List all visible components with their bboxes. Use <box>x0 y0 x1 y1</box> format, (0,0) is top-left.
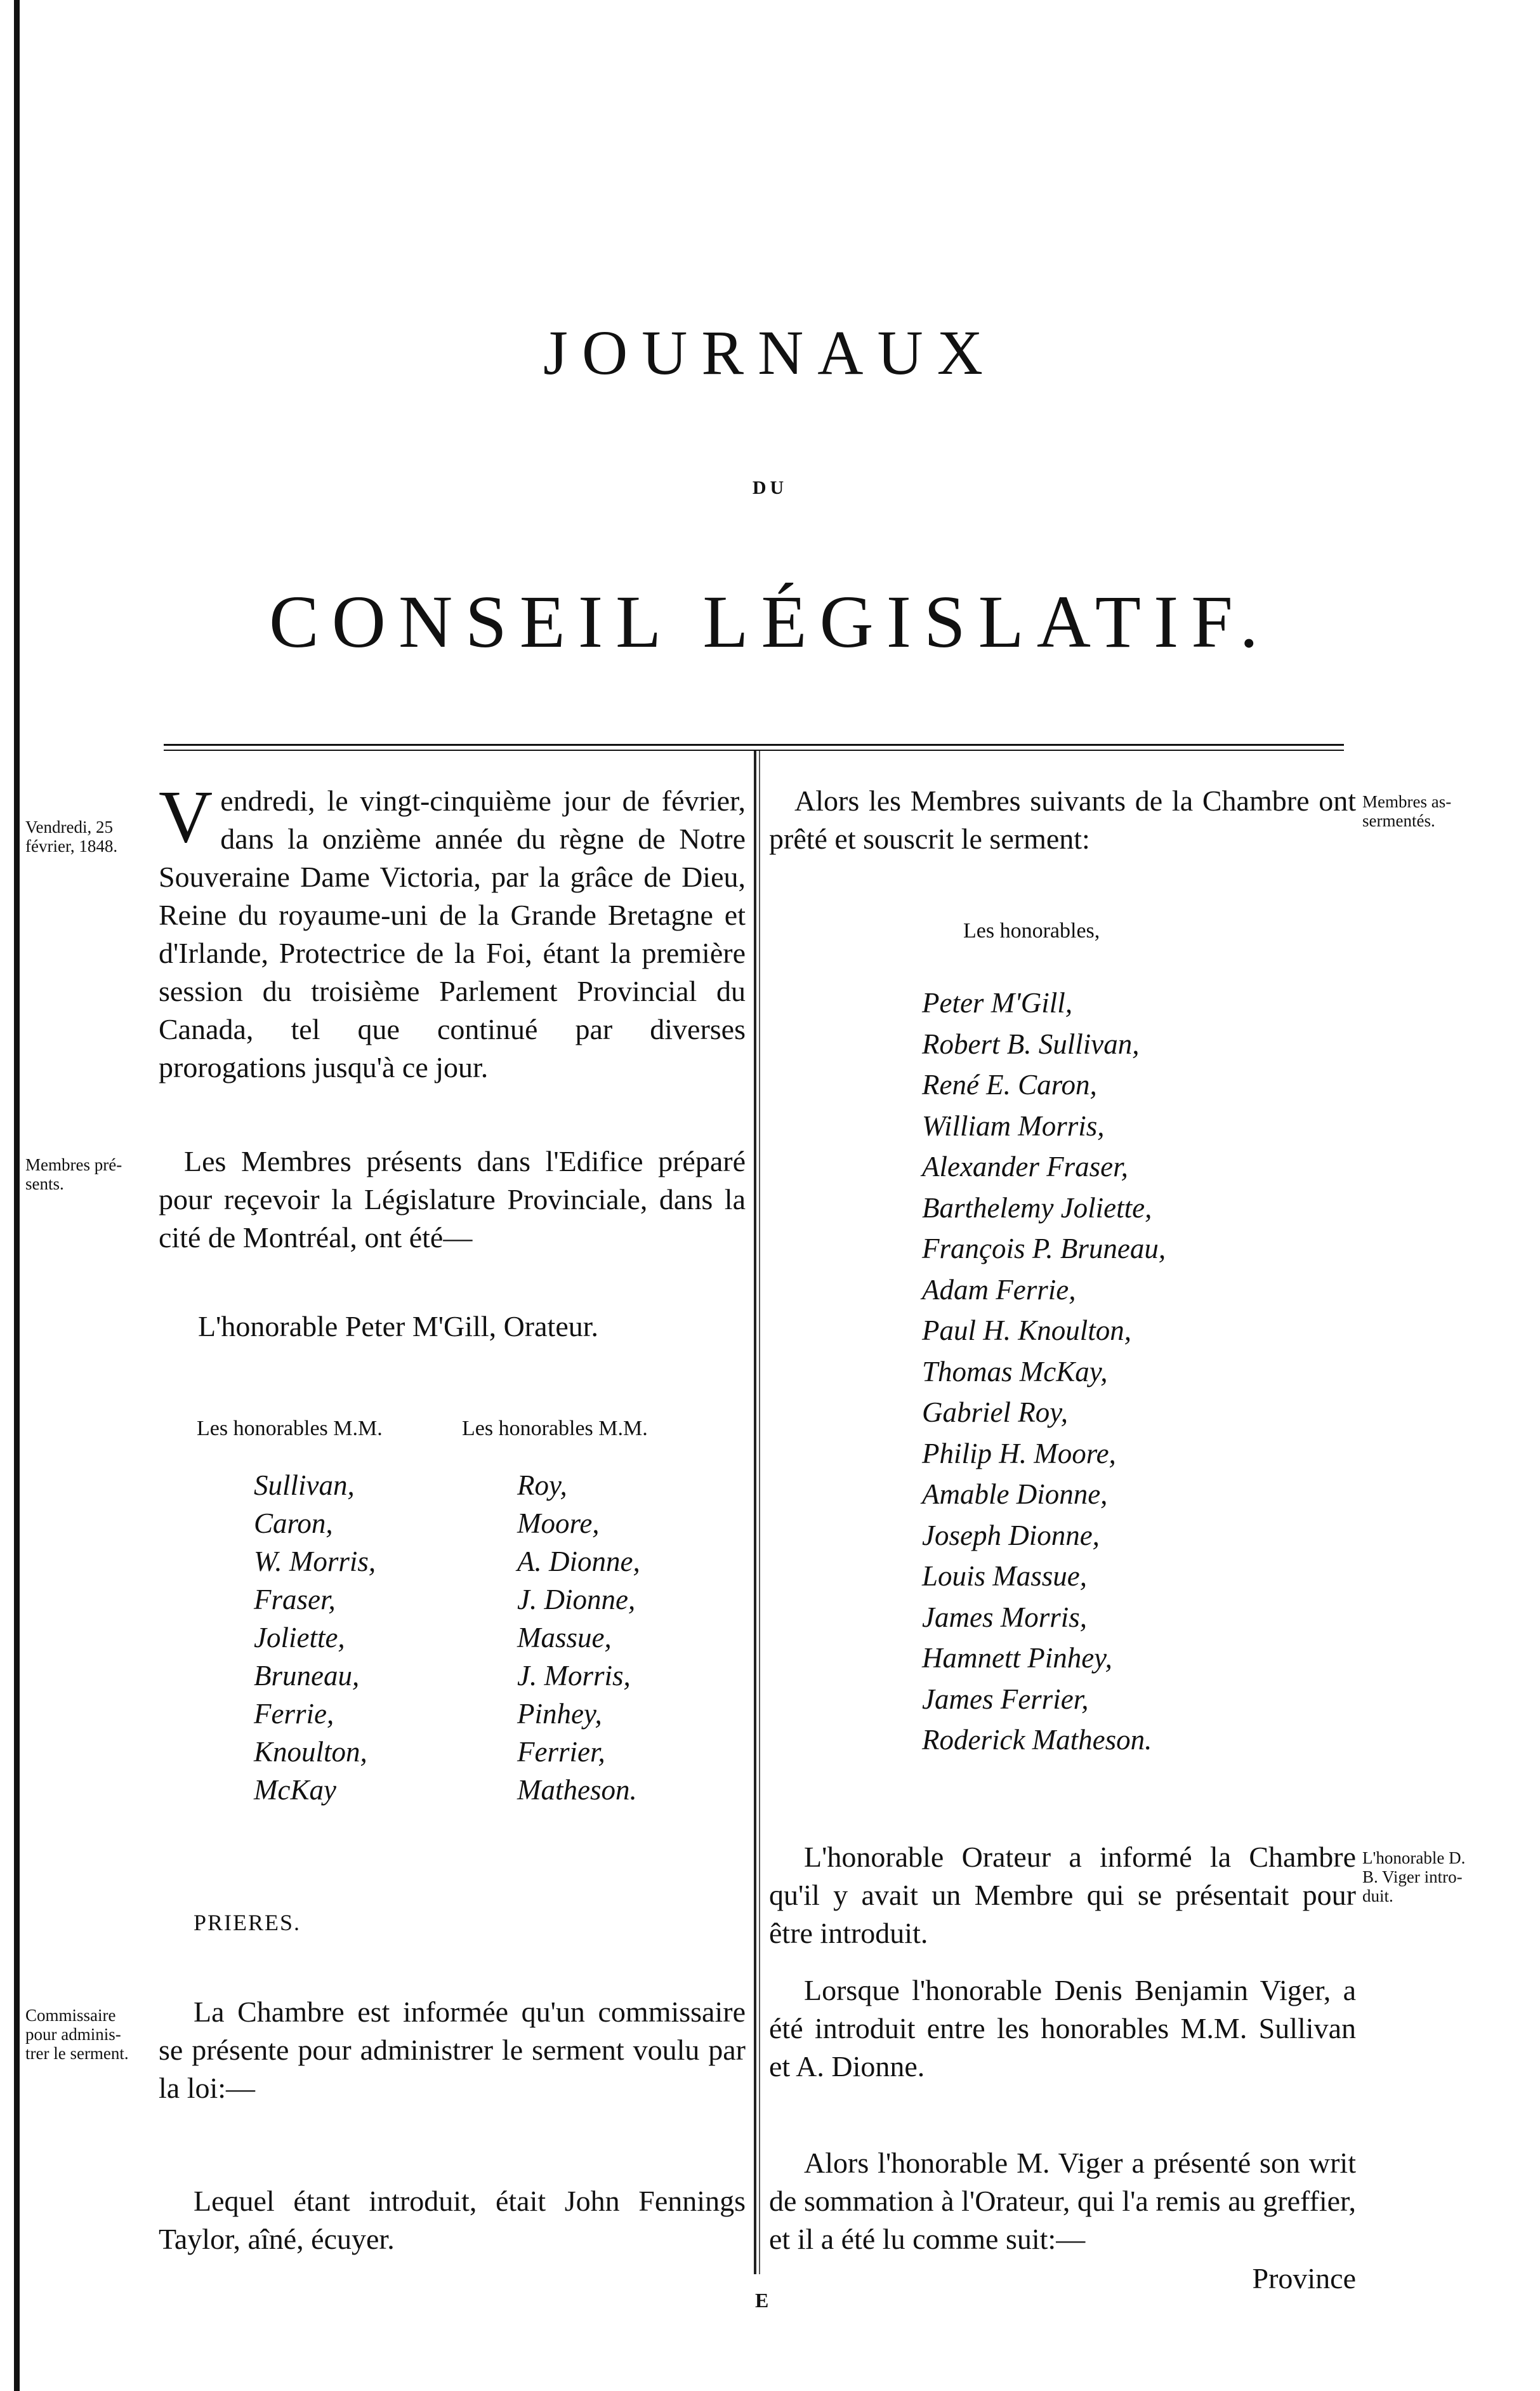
title-du: DU <box>752 477 788 498</box>
margin-note-viger: L'honorable D. B. Viger intro- duit. <box>1362 1848 1466 1905</box>
list-item: Peter M'Gill, <box>922 987 1073 1019</box>
list-item: René E. Caron, <box>922 1069 1097 1101</box>
margin-note-commissaire: Commissaire pour adminis- trer le serment. <box>25 2006 129 2063</box>
list-item: Ferrie, <box>254 1698 334 1730</box>
list-item: J. Morris, <box>517 1660 631 1692</box>
list-item: Gabriel Roy, <box>922 1396 1068 1428</box>
list-item: W. Morris, <box>254 1546 376 1577</box>
list-item: Alexander Fraser, <box>922 1151 1128 1182</box>
list-item: Roderick Matheson. <box>922 1724 1152 1756</box>
list-item: Paul H. Knoulton, <box>922 1315 1132 1346</box>
sworn-intro-paragraph: Alors les Membres suivants de la Chambre ont prêté et souscrit le serment: <box>769 785 1356 855</box>
commissaire-paragraph: La Chambre est informée qu'un commissaire se présente pour administrer le serment voulu par la loi:— <box>159 1996 746 2104</box>
list-item: J. Dionne, <box>517 1584 636 1615</box>
top-rule-1 <box>164 744 1344 746</box>
list-item: Caron, <box>254 1507 333 1539</box>
list-item: A. Dionne, <box>517 1546 640 1577</box>
members-present-paragraph: Les Membres présents dans l'Edifice préparé pour reçevoir la Législature Provinciale, dans la cité de Montréal, ont été— <box>159 1145 746 1254</box>
list-item: Ferrier, <box>517 1736 605 1768</box>
list-item: Louis Massue, <box>922 1560 1088 1592</box>
list-item: Fraser, <box>254 1584 336 1615</box>
members-list-col1 <box>254 1466 376 1809</box>
signature-mark: E <box>755 2289 769 2312</box>
introduit-paragraph: Lequel étant introduit, était John Fennings Taylor, aîné, écuyer. <box>159 2185 746 2255</box>
margin-note-sworn: Membres as- sermentés. <box>1362 792 1452 830</box>
catchword: Province <box>1252 2262 1356 2295</box>
list-item: Robert B. Sullivan, <box>922 1028 1140 1060</box>
title-conseil-legislatif: CONSEIL LÉGISLATIF. <box>269 580 1271 663</box>
honorables-heading: Les honorables, <box>963 919 1100 943</box>
list-item: Thomas McKay, <box>922 1355 1108 1388</box>
column-divider <box>754 751 756 2274</box>
list-item: Amable Dionne, <box>922 1478 1108 1510</box>
list-item: Bruneau, <box>254 1660 360 1692</box>
list-item: Moore, <box>517 1507 600 1539</box>
margin-note-date: Vendredi, 25 février, 1848. <box>25 818 118 856</box>
viger-introduit-paragraph: Lorsque l'honorable Denis Benjamin Viger, a été introduit entre les honorables M.M. Sullivan et A. Dionne. <box>769 1974 1356 2083</box>
list-item: Adam Ferrie, <box>922 1273 1076 1306</box>
list-heading-1: Les honorables M.M. <box>197 1417 383 1440</box>
prieres-heading: PRIERES. <box>194 1910 301 1935</box>
margin-note-present: Membres pré- sents. <box>25 1155 122 1193</box>
drop-cap: V <box>159 775 213 858</box>
list-item: Sullivan, <box>254 1469 355 1501</box>
members-list-col2 <box>517 1466 640 1809</box>
list-item: Philip H. Moore, <box>922 1437 1116 1469</box>
list-item: Matheson. <box>517 1774 637 1806</box>
list-heading-2: Les honorables M.M. <box>462 1417 648 1440</box>
list-item: François P. Bruneau, <box>922 1233 1166 1264</box>
list-item: Joliette, <box>254 1622 345 1653</box>
list-item: Massue, <box>517 1622 612 1653</box>
list-item: James Ferrier, <box>922 1683 1089 1715</box>
sworn-members-list <box>922 983 1166 1761</box>
list-item: Knoulton, <box>254 1736 367 1768</box>
list-item: Barthelemy Joliette, <box>922 1191 1152 1224</box>
list-item: Roy, <box>517 1469 567 1501</box>
opening-paragraph: V endredi, le vingt-cinquième jour de février, dans la onzième année du règne de Notre Souveraine Dame Victoria, par la grâce de Dieu, Reine du royaume-uni de la Grande Bretagne et d'Irlande, Protectrice de la Foi, étant la première session du troisième Parlement Provincial du Canada, tel que continué par diverses prorogations jusqu'à ce jour. <box>159 775 746 1083</box>
column-divider-inner <box>759 751 760 2274</box>
list-item: William Morris, <box>922 1109 1105 1142</box>
list-item: Joseph Dionne, <box>922 1519 1100 1551</box>
list-item: Hamnett Pinhey, <box>922 1642 1112 1674</box>
title-journaux: JOURNAUX <box>543 317 997 388</box>
list-item: McKay <box>254 1774 336 1806</box>
orateur-line: L'honorable Peter M'Gill, Orateur. <box>198 1310 599 1342</box>
orateur-informe-paragraph: L'honorable Orateur a informé la Chambre qu'il y avait un Membre qui se présentait pour être introduit. <box>769 1841 1356 1949</box>
list-item: Pinhey, <box>517 1698 602 1730</box>
list-item: James Morris, <box>922 1601 1087 1633</box>
writ-paragraph: Alors l'honorable M. Viger a présenté son writ de sommation à l'Orateur, qui l'a remis au greffier, et il a été lu comme suit:— <box>769 2147 1356 2255</box>
